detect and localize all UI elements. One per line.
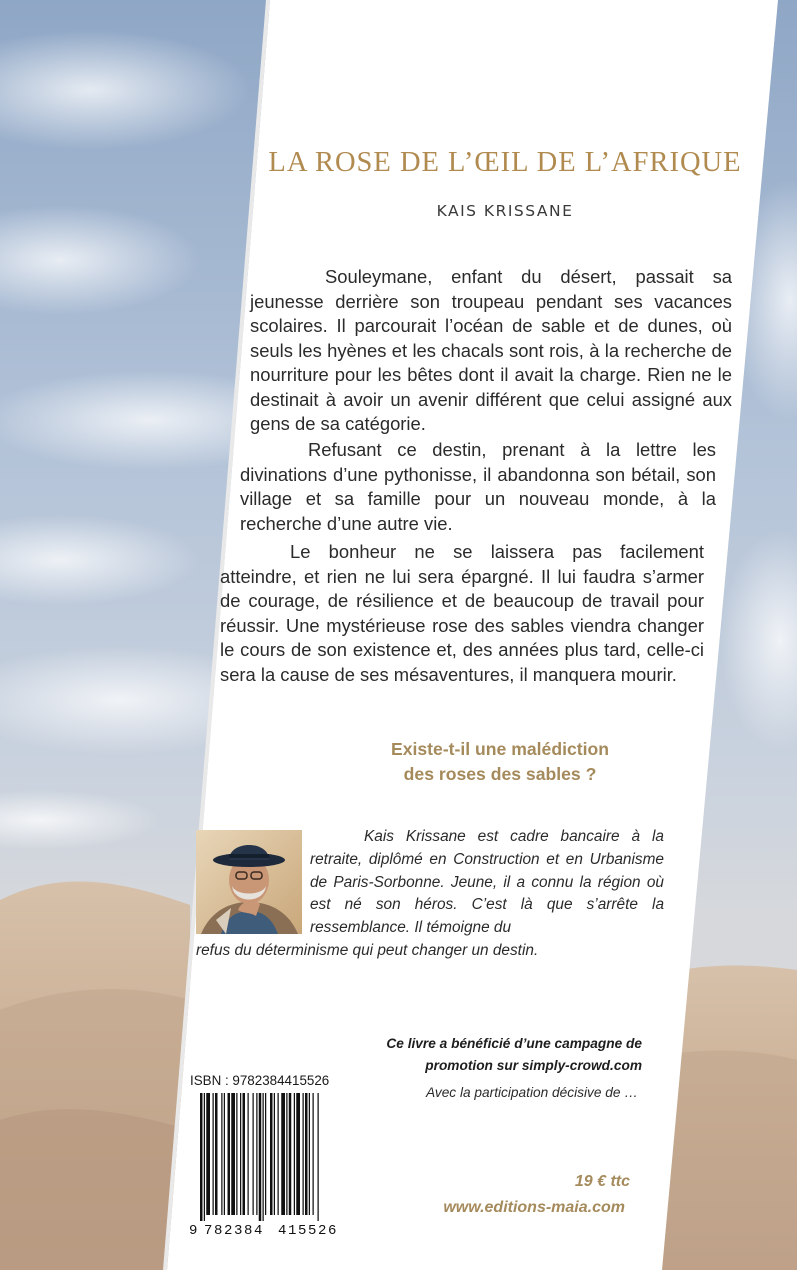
barcode-bar (286, 1093, 287, 1215)
barcode-bar (231, 1093, 235, 1215)
synopsis-paragraph-2: Refusant ce destin, prenant à la lettre les divinations d’une pythonisse, il abandonna son bétail, son village et sa famille pour un nouveau monde, à la recherche d’une autre vie. (240, 439, 716, 534)
barcode (186, 1091, 356, 1239)
barcode-digits-right: 415526 (278, 1223, 339, 1239)
tagline-question (300, 737, 700, 787)
barcode-bar (305, 1093, 308, 1215)
barcode-bar (259, 1093, 262, 1221)
barcode-bar (303, 1093, 304, 1215)
barcode-bar (200, 1093, 203, 1221)
barcode-bar (224, 1093, 225, 1215)
barcode-bar (309, 1093, 310, 1215)
barcode-bar (204, 1093, 205, 1221)
crowdfunding-line-1: Ce livre a bénéficié d’une campagne de (386, 1036, 642, 1051)
price: 19 € ttc (574, 1173, 630, 1190)
barcode-bar (294, 1093, 295, 1215)
tagline-line-2: des roses des sables ? (403, 764, 597, 784)
barcode-bar (265, 1093, 266, 1215)
barcode-bar (313, 1093, 314, 1215)
barcode-bar (240, 1093, 241, 1215)
barcode-digit-first: 9 (189, 1223, 198, 1239)
author-photo (196, 830, 302, 934)
barcode-bar (215, 1093, 218, 1215)
barcode-bar (296, 1093, 300, 1215)
barcode-bar (228, 1093, 231, 1215)
barcode-digits-left: 782384 (204, 1223, 265, 1239)
barcode-bar (318, 1093, 319, 1221)
synopsis-paragraph-1: Souleymane, enfant du désert, passait sa jeunesse derrière son troupeau pendant ses vacances scolaires. Il parcourait l’océan de sable et de dunes, où seuls les hyènes et les chacals sont rois, à la recherche de nourriture pour les bêtes dont il avait la charge. Rien ne le destinait à avoir un avenir différent que celui assigné aux gens de sa catégorie. (250, 266, 732, 434)
isbn-label: ISBN : 9782384415526 (190, 1073, 330, 1088)
author-name: KAIS KRISSANE (436, 202, 574, 220)
crowdfunding-note (340, 1033, 642, 1076)
barcode-bar (206, 1093, 210, 1215)
participation-note: Avec la participation décisive de … (425, 1085, 638, 1100)
barcode-bar (243, 1093, 246, 1215)
author-bio: Kais Krissane est cadre bancaire à la retraite, diplômé en Construction et en Urbanisme de Paris-Sorbonne. Jeune, il a connu la région où est né son héros. C’est là que s’arrête la ressemblance. Il témoigne du (310, 828, 664, 937)
barcode-bar (213, 1093, 214, 1215)
barcode-bar (236, 1093, 237, 1215)
barcode-bar (263, 1093, 264, 1221)
book-title: LA ROSE DE L’ŒIL DE L’AFRIQUE (268, 147, 742, 178)
barcode-bar (270, 1093, 273, 1215)
barcode-bar (281, 1093, 285, 1215)
barcode-bar (278, 1093, 279, 1215)
author-bio-continuation: refus du déterminisme qui peut changer un destin. (196, 942, 539, 959)
barcode-bar (289, 1093, 292, 1215)
barcode-bar (253, 1093, 254, 1215)
crowdfunding-line-2: promotion sur simply-crowd.com (425, 1057, 642, 1073)
barcode-bar (221, 1093, 222, 1215)
barcode-bar (248, 1093, 249, 1215)
barcode-bar (256, 1093, 257, 1215)
barcode-bar (274, 1093, 275, 1215)
synopsis-paragraph-3: Le bonheur ne se laissera pas facilement atteindre, et rien ne lui sera épargné. Il lui faudra s’armer de courage, de résilience et de beaucoup de travail pour réussir. Une mystérieuse rose des sables viendra changer le cours de son existence et, des années plus tard, celle-ci sera la cause de ses mésaventures, il manquera mourir. (220, 541, 704, 685)
tagline-line-1: Existe-t-il une malédiction (390, 739, 609, 759)
publisher-website[interactable]: www.editions-maia.com (443, 1199, 625, 1216)
